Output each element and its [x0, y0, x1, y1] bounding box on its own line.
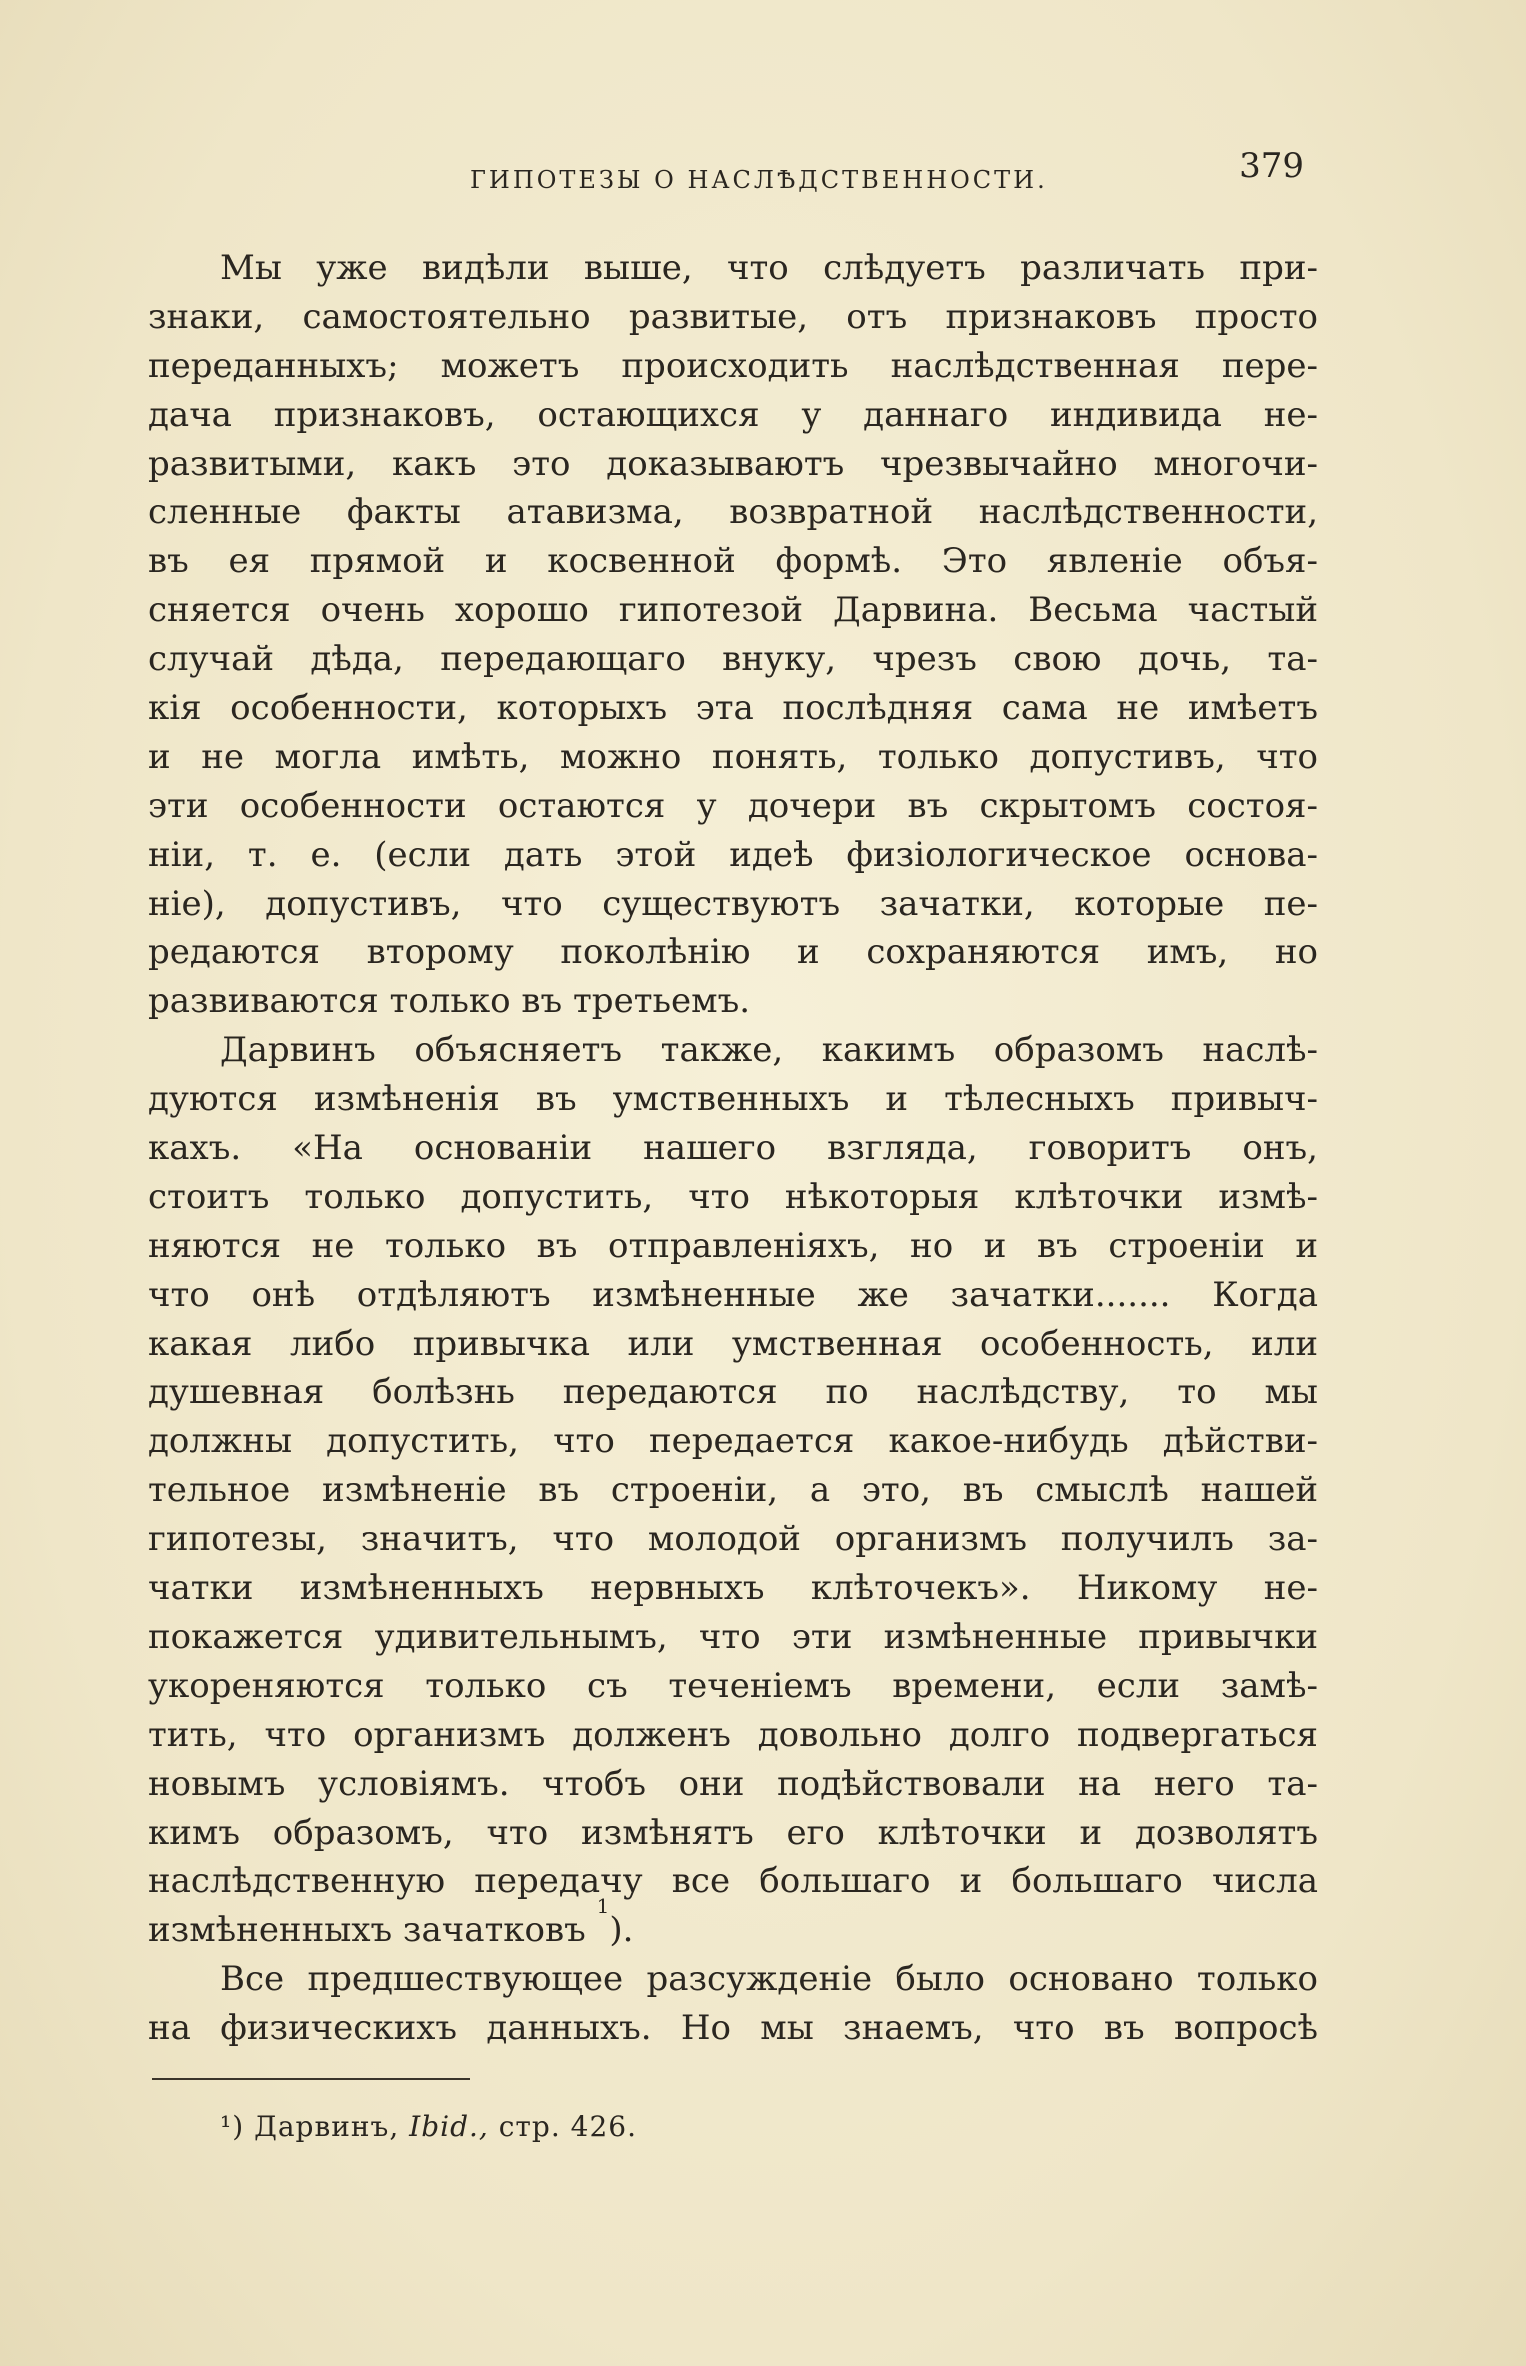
footnote-ibid: Ibid.,: [409, 2110, 489, 2143]
text-line: кахъ. «На основаніи нашего взгляда, говоритъ онъ,: [148, 1128, 1318, 1169]
text-line: развиваются только въ третьемъ.: [148, 981, 751, 1022]
footnote-marker: ¹): [220, 2110, 245, 2143]
text-line: развитыми, какъ это доказываютъ чрезвычайно многочи-: [148, 443, 1318, 484]
text-line: новымъ условіямъ. чтобъ они подѣйствовали на него та-: [148, 1763, 1318, 1804]
text-line: кія особенности, которыхъ эта послѣдняя сама не имѣетъ: [148, 688, 1318, 729]
footnote-page-ref: стр. 426.: [498, 2110, 637, 2143]
text-line: гипотезы, значитъ, что молодой организмъ получилъ за-: [148, 1519, 1318, 1560]
text-line: сленные факты атавизма, возвратной наслѣдственности,: [148, 492, 1318, 533]
text-line-tail: ).: [609, 1910, 634, 1951]
text-line: Все предшествующее разсужденіе было основано только: [220, 1959, 1318, 2000]
text-line: на физическихъ данныхъ. Но мы знаемъ, что въ вопросѣ: [148, 2008, 1318, 2049]
text-line: наслѣдственную передачу все большаго и большаго числа: [148, 1861, 1318, 1902]
text-line: что онѣ отдѣляютъ измѣненные же зачатки....... Когда: [148, 1274, 1318, 1315]
footnote: [220, 2110, 637, 2143]
page-header: [140, 146, 1320, 206]
text-line: какая либо привычка или умственная особенность, или: [148, 1323, 1318, 1364]
text-line: случай дѣда, передающаго внуку, чрезъ свою дочь, та-: [148, 639, 1318, 680]
body-text: [148, 244, 1318, 2053]
text-line: Дарвинъ объясняетъ также, какимъ образомъ наслѣ-: [220, 1030, 1318, 1071]
footnote-divider: [152, 2078, 470, 2080]
text-line: чатки измѣненныхъ нервныхъ клѣточекъ». Никому не-: [148, 1568, 1318, 1609]
text-line: знаки, самостоятельно развитые, отъ признаковъ просто: [148, 296, 1318, 337]
text-line-with-footnote: [148, 1894, 1318, 1955]
text-line: должны допустить, что передается какое-нибудь дѣйстви-: [148, 1421, 1318, 1462]
footnote-author: Дарвинъ,: [254, 2110, 400, 2143]
footnote-reference: 1: [596, 1894, 610, 1919]
text-line: переданныхъ; можетъ происходить наслѣдственная пере-: [148, 345, 1318, 386]
running-head: ГИПОТЕЗЫ О НАСЛѢДСТВЕННОСТИ.: [470, 166, 1048, 194]
text-line-content: измѣненныхъ зачатковъ: [148, 1910, 586, 1951]
text-line: покажется удивительнымъ, что эти измѣненные привычки: [148, 1616, 1318, 1657]
text-line: и не могла имѣть, можно понять, только допустивъ, что: [148, 736, 1318, 777]
text-line: стоитъ только допустить, что нѣкоторыя клѣточки измѣ-: [148, 1176, 1318, 1217]
page-number: 379: [1239, 146, 1304, 186]
text-line: укореняются только съ теченіемъ времени, если замѣ-: [148, 1665, 1318, 1706]
text-line: кимъ образомъ, что измѣнятъ его клѣточки и дозволятъ: [148, 1812, 1318, 1853]
text-line: тить, что организмъ долженъ довольно долго подвергаться: [148, 1714, 1318, 1755]
text-line: няются не только въ отправленіяхъ, но и въ строеніи и: [148, 1225, 1318, 1266]
text-line: ніи, т. е. (если дать этой идеѣ физіологическое основа-: [148, 834, 1318, 875]
text-line: сняется очень хорошо гипотезой Дарвина. Весьма частый: [148, 590, 1318, 631]
text-line: дуются измѣненія въ умственныхъ и тѣлесныхъ привыч-: [148, 1079, 1318, 1120]
text-line: Мы уже видѣли выше, что слѣдуетъ различать при-: [220, 248, 1318, 288]
text-line: душевная болѣзнь передаются по наслѣдству, то мы: [148, 1372, 1318, 1413]
text-line: эти особенности остаются у дочери въ скрытомъ состоя-: [148, 785, 1318, 826]
text-line: въ ея прямой и косвенной формѣ. Это явленіе объя-: [148, 541, 1318, 582]
text-line: ніе), допустивъ, что существуютъ зачатки, которые пе-: [148, 883, 1318, 924]
text-line: дача признаковъ, остающихся у даннаго индивида не-: [148, 394, 1318, 435]
text-line: тельное измѣненіе въ строеніи, а это, въ смыслѣ нашей: [148, 1470, 1318, 1511]
text-line: редаются второму поколѣнію и сохраняются имъ, но: [148, 932, 1318, 973]
